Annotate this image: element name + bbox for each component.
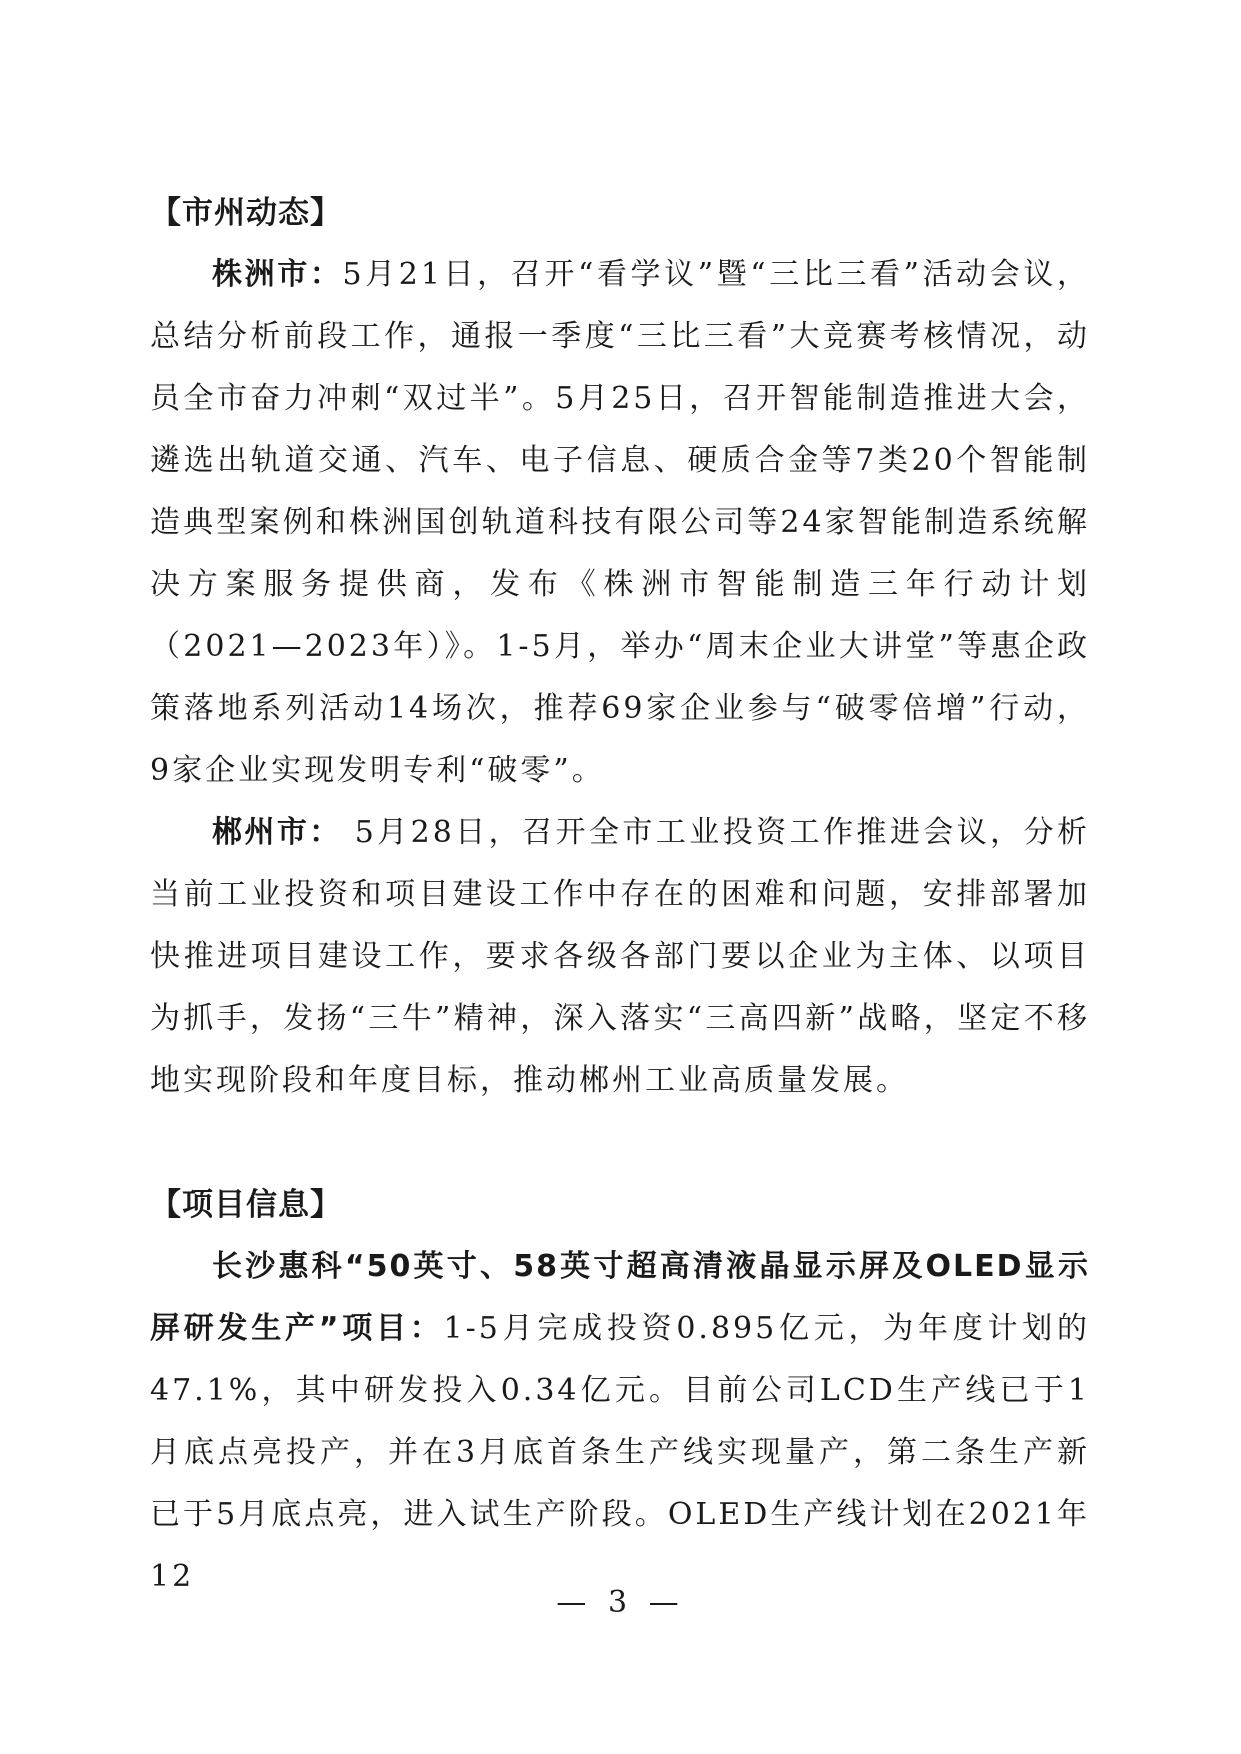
paragraph-text: 1-5月完成投资0.895亿元，为年度计划的47.1%，其中研发投入0.34亿元。目前公司LCD生产线已于1月底点亮投产，并在3月底首条生产线实现量产，第二条生产新已于5月底点亮，进入试生产阶段。OLED生产线计划在2021年12: [150, 1311, 1090, 1594]
paragraph-lead: 郴州市：: [212, 815, 342, 850]
section-heading: 【市州动态】: [150, 195, 342, 231]
paragraph-text: 5月28日，召开全市工业投资工作推进会议，分析当前工业投资和项目建设工作中存在的困难和问题，安排部署加快推进项目建设工作，要求各级各部门要以企业为主体、以项目为抓手，发扬“三牛”精神，深入落实“三高四新”战略，坚定不移地实现阶段和年度目标，推动郴州工业高质量发展。: [150, 815, 1091, 1098]
section-project-info: [150, 1174, 1090, 1608]
document-page: [150, 182, 1090, 1608]
section-spacer: [150, 1112, 1090, 1174]
paragraph-text: 5月21日，召开“看学议”暨“三比三看”活动会议，总结分析前段工作，通报一季度“三比三看”大竞赛考核情况，动员全市奋力冲刺“双过半”。5月25日，召开智能制造推进大会，遴选出轨道交通、汽车、电子信息、硬质合金等7类20个智能制造典型案例和株洲国创轨道科技有限公司等24家智能制造系统解决方案服务提供商，发布《株洲市智能制造三年行动计划（2021—2023年）》。1-5月，举办“周末企业大讲堂”等惠企政策落地系列活动14场次，推荐69家企业参与“破零倍增”行动， 9家企业实现发明专利“破零”。: [150, 257, 1091, 788]
paragraph-lead: 株洲市：: [212, 257, 343, 292]
section-heading: 【项目信息】: [150, 1187, 342, 1223]
section-city-news: [150, 182, 1090, 1112]
paragraph-chenzhou: [150, 802, 1090, 1112]
paragraph-zhuzhou: [150, 244, 1090, 802]
paragraph-huike-project: [150, 1236, 1090, 1608]
page-number: — 3 —: [556, 1585, 685, 1620]
paragraph-lead: 长沙惠科“50英寸、58英寸超高清液晶显示屏及OLED显示屏研发生产”项目：: [150, 1249, 1090, 1346]
